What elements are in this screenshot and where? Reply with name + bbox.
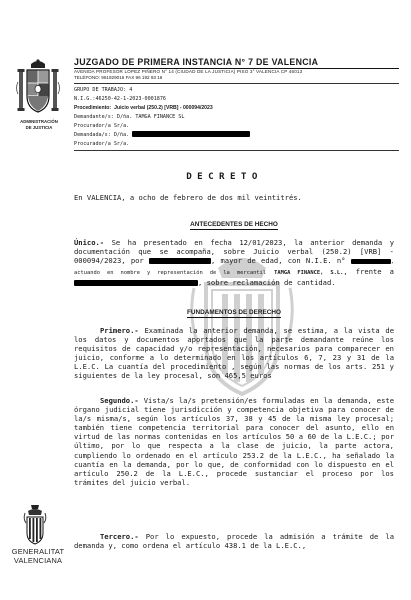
generalitat-valenciana-logo-icon: [22, 503, 48, 545]
procedure-value: Juicio verbal (250.2) [VRB] - 000094/2023: [114, 105, 213, 112]
section-fundamentos: [74, 309, 394, 316]
paragraph-unico: [74, 238, 394, 287]
place-date: En VALENCIA, a ocho de febrero de dos mil veintitrés.: [74, 193, 302, 202]
defendant-line: [74, 131, 399, 140]
unico-text-d: , frente a: [343, 267, 394, 277]
primero-label: Primero.-: [100, 326, 139, 335]
admin-label-line2: DE JUSTICIA: [25, 124, 53, 130]
plaintiff-line: Demandante/s: D/ña. TAMGA FINANCE SL: [74, 114, 185, 121]
redaction-bar: [149, 258, 211, 264]
section-fundamentos-title: FUNDAMENTOS DE DERECHO: [187, 309, 281, 316]
generalitat-valenciana-label: [10, 548, 66, 565]
redaction-bar: [132, 131, 250, 137]
paragraph-primero: [74, 326, 394, 381]
defendant-label: Demandada/s: D/ña.: [74, 131, 130, 138]
plaintiff-attorney-line: Procurador/a Sr/a.: [74, 123, 130, 130]
paragraph-tercero: [74, 532, 394, 550]
redaction-bar: [74, 280, 198, 286]
court-phone: TELÉFONO: 961929016 FAX 96 192 93 16: [74, 75, 399, 84]
court-title: JUZGADO DE PRIMERA INSTANCIA N° 7 DE VALENCIA: [74, 57, 399, 69]
court-header: [74, 57, 399, 151]
unico-text-b: , mayor de edad, con N.I.E. n°: [210, 256, 346, 266]
court-address: AVENIDA PROFESOR LOPEZ PIÑERO N° 14 (CIUDAD DE LA JUSTICIA) PISO 3° VALENCIA CP 46013: [74, 69, 303, 74]
admin-label-line1: ADMINISTRACIÓN: [20, 119, 58, 124]
document-heading: DECRETO: [186, 171, 263, 182]
spanish-coat-of-arms-icon: [16, 58, 60, 116]
tercero-text: Por lo expuesto, procede la admisión a trámite de la demanda y, como ordena el artículo 438.1 de la L.E.C.,: [74, 532, 394, 551]
procedure-label: Procedimiento:: [74, 105, 112, 112]
unico-text-c: , actuando en nombre y representación de la mercantil: [74, 259, 394, 277]
defendant-attorney-line: Procurador/a Sr/a.: [74, 140, 130, 147]
unico-company: TAMGA FINANCE, S.L.: [274, 270, 344, 277]
unico-text-e: , sobre reclamación de cantidad.: [198, 278, 336, 288]
nig-number: N.I.G.:46250-42-1-2023-0001876: [74, 96, 167, 103]
region-line2: VALENCIANA: [13, 555, 63, 565]
procedure-line: [74, 104, 399, 113]
region-line1: GENERALITAT: [11, 547, 65, 556]
tercero-label: Tercero.-: [100, 532, 139, 541]
section-antecedentes-title: ANTECEDENTES DE HECHO: [190, 221, 278, 228]
segundo-text: Vista/s la/s pretensión/es formuladas en la demanda, este órgano judicial tiene jurisdicción y competencia objetiva para conocer de la/s misma/s, según los artículos 37, 38 y 45 de la misma ley procesal; también tiene competencia territorial para conocer del asunto, ello en virtud de las normas contenidas en los artículos 50 a 60 de la L.E.C.; por último, por lo que respecta a la clase de juicio, la parte actora, cumpliendo lo ordenado en el artículo 253.2 de la L.E.C., ha señalado la cuantía en la demanda, por lo que, de conformidad con lo dispuesto en el artículo 250.2 de la L.E.C., procede sustanciar el proceso por los trámites del juicio verbal.: [74, 396, 394, 487]
redaction-bar: [351, 259, 391, 264]
paragraph-segundo: [74, 396, 394, 487]
segundo-label: Segundo.-: [100, 396, 139, 405]
header-divider: [74, 150, 399, 151]
section-antecedentes: [74, 221, 394, 228]
administration-of-justice-label: [14, 119, 64, 130]
primero-text: Examinada la anterior demanda, se estima, a la vista de los datos y documentos aportados que la parte demandante reúne los requisitos de capacidad y/o representación, necesarios para comparecer en juicio, conforme a lo determinado en los artículos 6, 7, 23 y 31 de la L.E.C. La cuantía del procedimiento , según las normas de los arts. 251 y siguientes de la ley procesal, son 465,5 euros: [74, 326, 394, 381]
work-group: GRUPO DE TRABAJO: 4: [74, 87, 133, 94]
unico-label: Único.-: [74, 238, 105, 247]
unico-text-a: Se ha presentado en fecha 12/01/2023, la anterior demanda y documentación que se acompaña, sobre Juicio verbal (250.2) [VRB] - 000094/2023, por: [74, 238, 394, 266]
